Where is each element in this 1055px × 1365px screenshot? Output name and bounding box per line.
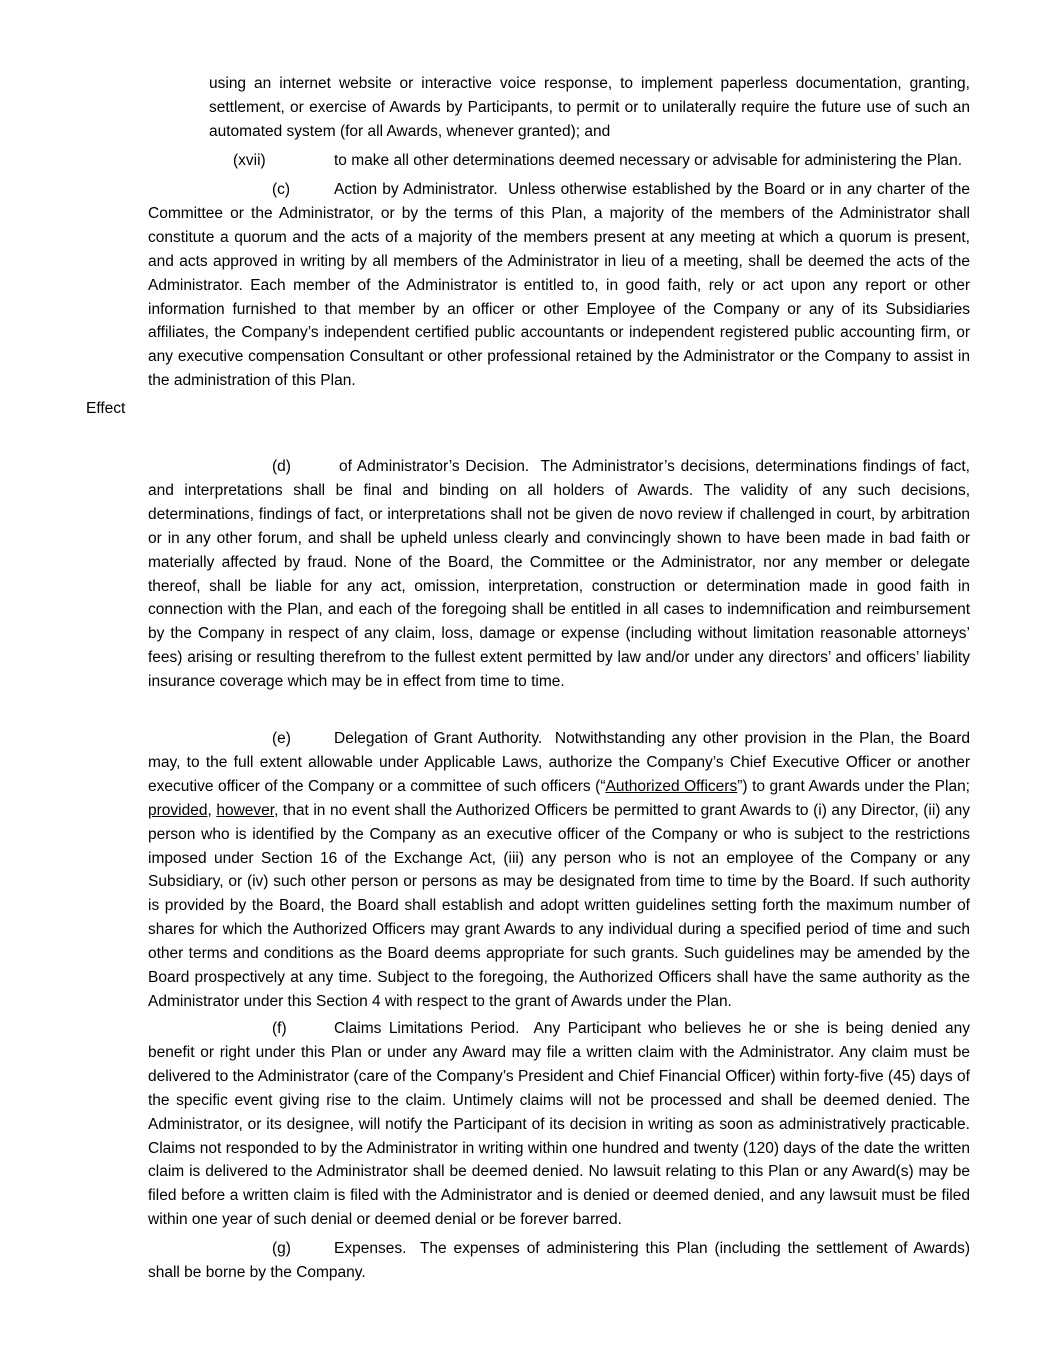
section-f bbox=[148, 1017, 970, 1232]
section-e-body-2: ”) to grant Awards under the Plan; bbox=[737, 777, 970, 795]
section-f-number: (f) bbox=[272, 1020, 287, 1037]
section-g-heading: Expenses. bbox=[334, 1240, 407, 1257]
section-e-comma: , bbox=[207, 801, 217, 819]
section-e-number: (e) bbox=[272, 730, 291, 747]
section-d bbox=[148, 455, 970, 694]
section-c-body: Unless otherwise established by the Board or in any charter of the Committee or the Administrator, or by the terms of this Plan, a majority of the members of the Administrator shall constitute a quorum and the acts of a majority of the members present at any meeting at which a quorum is present, and acts approved in writing by all members of the Administrator in lieu of a meeting, shall be deemed the acts of the Administrator. Each member of the Administrator is entitled to, in good faith, rely or act upon any report or other information furnished to that member by an officer or other Employee of the Company or any of its Subsidiaries affiliates, the Company’s independent certified public accountants or independent registered public accounting firm, or any executive compensation Consultant or other professional retained by the Administrator or the Company to assist in the administration of this Plan. bbox=[148, 181, 970, 390]
term-however: however bbox=[216, 801, 275, 819]
section-e-body-1: Notwithstanding any other provision in the Plan, the Board may, to the full extent allowable under Applicable Laws, authorize the Company’s Chief Executive Officer or another executive officer of the Company or a committee of such officers (“ bbox=[148, 730, 970, 795]
section-c bbox=[148, 178, 970, 393]
section-f-body: Any Participant who believes he or she is being denied any benefit or right under this Plan or under any Award may file a written claim with the Administrator. Any claim must be delivered to the Administrator (care of the Company’s President and Chief Financial Officer) within forty-five (45) days of the specific event giving rise to the claim. Untimely claims will not be processed and shall be deemed denied. The Administrator, or its designee, will notify the Participant of its decision in writing as soon as administratively practicable. Claims not responded to by the Administrator in writing within one hundred and twenty (120) days of the date the written claim is delivered to the Administrator shall be deemed denied. No lawsuit relating to this Plan or any Award(s) may be filed before a written claim is filed with the Administrator and is denied or deemed denied, and any lawsuit must be filed within one year of such denial or deemed denial or be forever barred. bbox=[148, 1020, 970, 1229]
margin-word-effect: Effect bbox=[86, 400, 126, 417]
section-g-body: The expenses of administering this Plan (including the settlement of Awards) shall be borne by the Company. bbox=[148, 1240, 970, 1281]
section-e-heading: Delegation of Grant Authority. bbox=[334, 730, 543, 747]
section-e bbox=[148, 727, 970, 1014]
section-d-number: (d) bbox=[272, 458, 291, 475]
section-d-body: The Administrator’s decisions, determinations findings of fact, and interpretations shall be final and binding on all holders of Awards. The validity of any such decisions, determinations, findings of fact, or interpretations shall not be given de novo review if challenged in court, by arbitration or in any other forum, and shall be upheld unless clearly and convincingly shown to have been made in bad faith or materially affected by fraud. None of the Board, the Committee or the Administrator, nor any member or delegate thereof, shall be liable for any act, omission, interpretation, construction or determination made in good faith in connection with the Plan, and each of the foregoing shall be entitled in all cases to indemnification and reimbursement by the Company in respect of any claim, loss, damage or expense (including without limitation reasonable attorneys’ fees) arising or resulting therefrom to the fullest extent permitted by law and/or under any directors’ and officers’ liability insurance coverage which may be in effect from time to time. bbox=[148, 458, 970, 691]
section-f-heading: Claims Limitations Period. bbox=[334, 1020, 520, 1037]
section-g-number: (g) bbox=[272, 1240, 291, 1257]
section-c-number: (c) bbox=[272, 181, 291, 198]
item-xvii-text: to make all other determinations deemed necessary or advisable for administering the Plan. bbox=[334, 152, 963, 169]
section-g bbox=[148, 1237, 970, 1285]
term-provided: provided bbox=[148, 801, 208, 819]
item-xvii-number: (xvii) bbox=[233, 152, 266, 169]
item-xvii bbox=[233, 149, 962, 173]
section-d-heading: of Administrator’s Decision. bbox=[339, 458, 530, 475]
defined-term-authorized-officers: Authorized Officers bbox=[605, 777, 738, 795]
section-c-heading: Action by Administrator. bbox=[334, 181, 498, 198]
section-e-body-3: , that in no event shall the Authorized Officers be permitted to grant Awards to (i) any Director, (ii) any person who is identified by the Company as an executive officer of the Company or who is subject to the restrictions imposed under Section 16 of the Exchange Act, (iii) any person who is not an employee of the Company or any Subsidiary, or (iv) such other person or persons as may be designated from time to time by the Board. If such authority is provided by the Board, the Board shall establish and adopt written guidelines setting forth the maximum number of shares for which the Authorized Officers may grant Awards to any individual during a specified period of time and such other terms and conditions as the Board deems appropriate for such grants. Such guidelines may be amended by the Board prospectively at any time. Subject to the foregoing, the Authorized Officers shall have the same authority as the Administrator under this Section 4 with respect to the grant of Awards under the Plan. bbox=[148, 801, 970, 1010]
paragraph-continuation: using an internet website or interactive voice response, to implement paperless documentation, granting, settlement, or exercise of Awards by Participants, to permit or to unilaterally require the future use of such an automated system (for all Awards, whenever granted); and bbox=[209, 75, 970, 140]
